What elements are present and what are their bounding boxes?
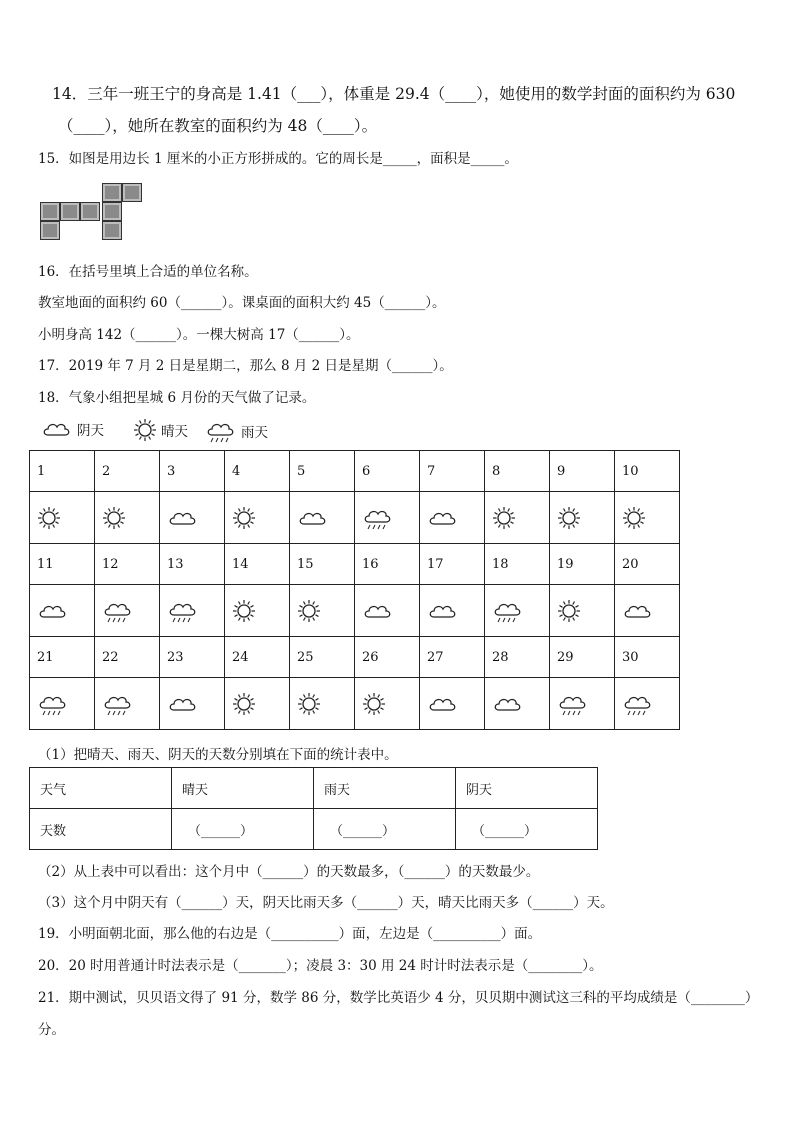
day-weather-cell xyxy=(30,678,95,730)
day-number: 5 xyxy=(290,451,355,492)
stats-header-weather: 天气 xyxy=(30,768,172,809)
day-number: 22 xyxy=(95,637,160,678)
cloudy-icon xyxy=(166,507,224,529)
stats-header-sunny: 晴天 xyxy=(172,768,314,809)
stats-header-cloudy: 阴天 xyxy=(456,768,598,809)
day-weather-cell xyxy=(550,585,615,637)
day-weather-cell xyxy=(160,585,225,637)
day-number: 24 xyxy=(225,637,290,678)
day-number: 1 xyxy=(30,451,95,492)
day-number: 23 xyxy=(160,637,225,678)
day-weather-cell xyxy=(95,492,160,544)
q18-part3: （3）这个月中阴天有（______）天，阴天比雨天多（______）天，晴天比雨天多（______）天。 xyxy=(38,895,614,911)
day-weather-cell xyxy=(160,678,225,730)
cloudy-icon xyxy=(166,693,224,715)
day-number: 18 xyxy=(485,544,550,585)
sunny-icon xyxy=(101,506,159,530)
sunny-icon xyxy=(36,506,94,530)
day-number: 8 xyxy=(485,451,550,492)
weather-record-table xyxy=(29,450,680,730)
day-weather-cell xyxy=(225,585,290,637)
day-weather-cell xyxy=(615,678,680,730)
day-number: 30 xyxy=(615,637,680,678)
legend-cloudy xyxy=(40,418,104,440)
day-number: 13 xyxy=(160,544,225,585)
day-number: 3 xyxy=(160,451,225,492)
sunny-icon xyxy=(231,692,289,716)
day-weather-cell xyxy=(485,492,550,544)
q20-text: 20．20 时用普通计时法表示是（_______）；凌晨 3：30 用 24 时计时法表示是（________）。 xyxy=(38,958,603,974)
sunny-icon xyxy=(621,506,679,530)
day-weather-cell xyxy=(550,492,615,544)
sunny-icon xyxy=(296,692,354,716)
rainy-icon xyxy=(204,418,238,444)
day-weather-cell xyxy=(95,585,160,637)
sunny-icon xyxy=(556,506,614,530)
day-number: 27 xyxy=(420,637,485,678)
q18-text: 18．气象小组把星城 6 月份的天气做了记录。 xyxy=(38,390,316,406)
day-weather-cell xyxy=(420,492,485,544)
q15-text: 15．如图是用边长 1 厘米的小正方形拼成的。它的周长是_____，面积是_____。 xyxy=(38,151,518,167)
rainy-icon xyxy=(101,691,159,717)
legend-rainy xyxy=(204,418,268,444)
day-number: 29 xyxy=(550,637,615,678)
day-weather-cell xyxy=(355,585,420,637)
rainy-icon xyxy=(101,598,159,624)
cloudy-icon xyxy=(296,507,354,529)
day-number: 17 xyxy=(420,544,485,585)
q18-part2: （2）从上表中可以看出：这个月中（______）的天数最多，（______）的天数最少。 xyxy=(38,864,540,880)
day-weather-cell xyxy=(420,585,485,637)
day-number: 7 xyxy=(420,451,485,492)
day-weather-cell xyxy=(290,678,355,730)
day-number: 28 xyxy=(485,637,550,678)
day-number: 4 xyxy=(225,451,290,492)
legend-sunny-label: 晴天 xyxy=(161,424,188,440)
day-number: 20 xyxy=(615,544,680,585)
day-number: 19 xyxy=(550,544,615,585)
cloudy-icon xyxy=(426,507,484,529)
rainy-icon xyxy=(556,691,614,717)
day-number: 6 xyxy=(355,451,420,492)
rainy-icon xyxy=(621,691,679,717)
day-number: 26 xyxy=(355,637,420,678)
day-number: 11 xyxy=(30,544,95,585)
sunny-icon xyxy=(296,599,354,623)
q16-text: 16．在括号里填上合适的单位名称。 xyxy=(38,264,258,280)
day-weather-cell xyxy=(160,492,225,544)
cloudy-icon xyxy=(491,693,549,715)
day-weather-cell xyxy=(30,585,95,637)
sunny-icon xyxy=(231,506,289,530)
rainy-icon xyxy=(166,598,224,624)
day-weather-cell xyxy=(485,585,550,637)
day-number: 2 xyxy=(95,451,160,492)
legend-sunny xyxy=(132,418,188,442)
day-number: 15 xyxy=(290,544,355,585)
day-weather-cell xyxy=(225,492,290,544)
day-weather-cell xyxy=(225,678,290,730)
day-number: 12 xyxy=(95,544,160,585)
day-weather-cell xyxy=(95,678,160,730)
q18-part1: （1）把晴天、雨天、阴天的天数分别填在下面的统计表中。 xyxy=(38,747,398,763)
sunny-icon xyxy=(491,506,549,530)
legend-cloudy-label: 阴天 xyxy=(77,423,104,439)
cloudy-icon xyxy=(361,600,419,622)
rainy-icon xyxy=(491,598,549,624)
q16-a: 教室地面的面积约 60（______）。课桌面的面积大约 45（______）。 xyxy=(38,295,446,311)
day-weather-cell xyxy=(290,492,355,544)
q21-line2: 分。 xyxy=(38,1022,65,1038)
day-weather-cell xyxy=(290,585,355,637)
day-weather-cell xyxy=(420,678,485,730)
day-weather-cell xyxy=(615,492,680,544)
day-number: 10 xyxy=(615,451,680,492)
day-weather-cell xyxy=(30,492,95,544)
cloudy-icon xyxy=(621,600,679,622)
stats-sunny-blank[interactable]: （______） xyxy=(172,809,314,850)
day-number: 14 xyxy=(225,544,290,585)
stats-label-days: 天数 xyxy=(30,809,172,850)
day-weather-cell xyxy=(355,492,420,544)
cloudy-icon xyxy=(426,600,484,622)
square-figure xyxy=(40,183,144,243)
cloudy-icon xyxy=(40,418,74,440)
q16-b: 小明身高 142（______）。一棵大树高 17（______）。 xyxy=(38,327,360,343)
day-number: 21 xyxy=(30,637,95,678)
sunny-icon xyxy=(556,599,614,623)
sunny-icon xyxy=(132,418,158,442)
q14-line1: 14．三年一班王宁的身高是 1.41（___），体重是 29.4（____），她使用的数学封面的面积约为 630 xyxy=(52,85,736,103)
rainy-icon xyxy=(361,505,419,531)
day-weather-cell xyxy=(485,678,550,730)
stats-cloudy-blank[interactable]: （______） xyxy=(456,809,598,850)
day-number: 25 xyxy=(290,637,355,678)
cloudy-icon xyxy=(426,693,484,715)
stats-rainy-blank[interactable]: （______） xyxy=(314,809,456,850)
sunny-icon xyxy=(361,692,419,716)
legend-rainy-label: 雨天 xyxy=(241,425,268,441)
q14-line2: （____），她所在教室的面积约为 48（____）。 xyxy=(58,117,378,135)
stats-header-rainy: 雨天 xyxy=(314,768,456,809)
day-weather-cell xyxy=(355,678,420,730)
stats-table xyxy=(29,767,598,850)
q19-text: 19．小明面朝北面，那么他的右边是（__________）面，左边是（__________）面。 xyxy=(38,926,542,942)
day-number: 9 xyxy=(550,451,615,492)
q17-text: 17．2019 年 7 月 2 日是星期二，那么 8 月 2 日是星期（______）。 xyxy=(38,358,453,374)
day-weather-cell xyxy=(550,678,615,730)
sunny-icon xyxy=(231,599,289,623)
day-weather-cell xyxy=(615,585,680,637)
day-number: 16 xyxy=(355,544,420,585)
q21-line1: 21．期中测试，贝贝语文得了 91 分，数学 86 分，数学比英语少 4 分，贝贝期中测试这三科的平均成绩是（________） xyxy=(38,990,759,1006)
rainy-icon xyxy=(36,691,94,717)
cloudy-icon xyxy=(36,600,94,622)
